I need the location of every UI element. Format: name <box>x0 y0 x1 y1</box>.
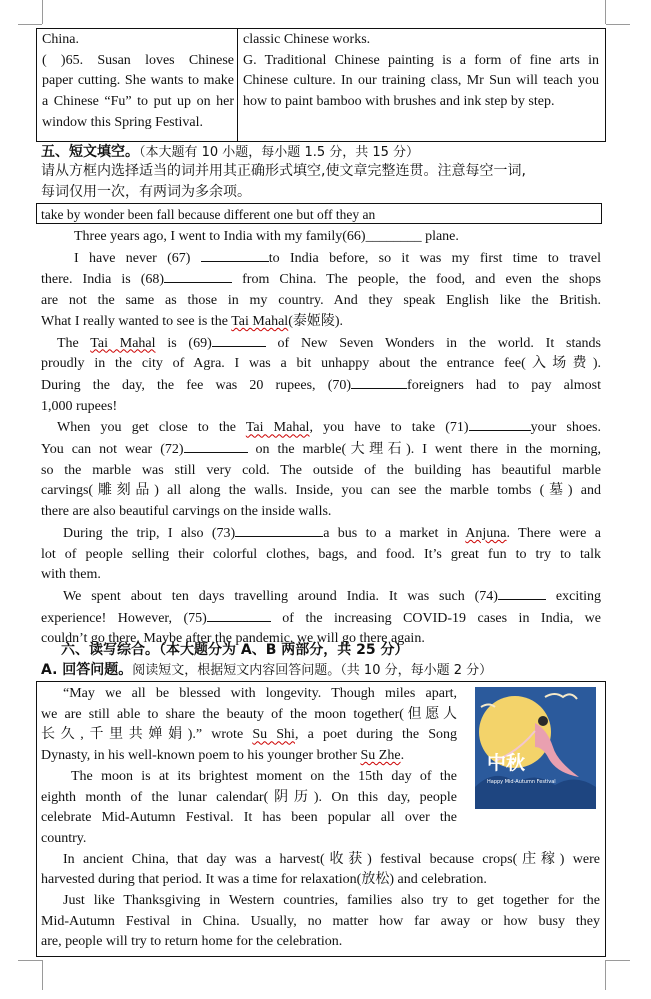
passage-line <box>41 439 601 461</box>
part-a-instruction: 阅读短文，根据短文内容回答问题。（共 10 分，每小题 2 分） <box>132 663 493 678</box>
text-run: foreigners had to pay almost <box>407 377 601 393</box>
passage-line <box>41 746 600 767</box>
part-a-heading <box>41 660 492 682</box>
table-left-line: ( )65. Susan loves Chinese <box>42 52 234 68</box>
proper-noun: Tai Mahal <box>90 335 156 351</box>
passage-line <box>41 586 601 608</box>
passage-line: celebrate Mid-Autumn Festival. It has been popular all over the <box>41 810 457 826</box>
text-run: exciting <box>545 588 601 604</box>
passage-line <box>41 312 601 333</box>
crop-mark-bottom-left-h <box>18 960 42 961</box>
section-6-title: 六、读写综合。（本大题分为 A、B 两部分，共 25 分） <box>61 642 409 658</box>
part-a-label: A. 回答问题。 <box>41 662 133 678</box>
text-run: is (69) <box>155 335 212 351</box>
passage-line: we are still able to share the beauty of the moon together(但愿人 <box>41 706 457 722</box>
crop-mark-bottom-left-v <box>42 960 43 990</box>
answer-blank-73[interactable] <box>235 523 323 537</box>
table-right-line: Chinese culture. In our training class, Mr Sun will teach you <box>243 73 599 89</box>
passage-line: eighth month of the lunar calendar(阴历). On this day, people <box>41 789 457 805</box>
text-run: experience! However, (75) <box>41 610 207 626</box>
text-run: there. India is (68) <box>41 272 165 288</box>
passage-line: so the marble was still very cold. The outside of the building has beautiful marble <box>41 462 601 478</box>
crop-mark-bottom-right-h <box>606 960 630 961</box>
table-left-cell <box>42 30 234 134</box>
passage-line: “May we all be blessed with longevity. Though miles apart, <box>63 686 457 701</box>
passage-line: harvested during that period. It was a time for relaxation(放松) and celebration. <box>41 872 487 888</box>
section-5-title: 五、短文填空。 <box>41 144 139 160</box>
passage-line <box>41 608 601 630</box>
table-right-line: G. Traditional Chinese painting is a form of fine arts in <box>243 52 599 68</box>
text-run: . <box>400 748 405 764</box>
passage-line <box>41 725 457 746</box>
passage-line: country. <box>41 830 87 846</box>
text-run: I have never (67) <box>74 250 201 266</box>
passage-line: Mid-Autumn Festival in China. Usually, no matter how far away or how busy they <box>41 913 600 929</box>
table-left-line: paper cutting. She wants to make <box>42 73 234 89</box>
crop-mark-top-right-h <box>606 24 630 25</box>
proper-noun: Su Shi <box>252 727 295 743</box>
text-run: You can not wear (72) <box>41 442 184 458</box>
text-run: of New Seven Wonders in the world. It stands <box>265 335 601 351</box>
passage-line: with them. <box>41 567 101 583</box>
proper-noun: Tai Mahal <box>231 313 289 329</box>
table-left-line: window this Spring Festival. <box>42 114 204 130</box>
table-left-line: a Chinese “Fu” to put up on her <box>42 94 234 110</box>
table-divider <box>237 29 238 141</box>
reading-passage <box>41 684 600 953</box>
passage-line <box>41 523 601 545</box>
passage-line: The moon is at its brightest moment on the 15th day of the <box>71 768 457 784</box>
passage-line: proudly in the city of Agra. I was a bit unhappy about the entrance fee(入场费). <box>41 356 601 372</box>
proper-noun: Su Zhe <box>360 748 401 764</box>
passage-line <box>41 417 601 439</box>
word-bank-box: take by wonder been fall because different one but off they an <box>36 203 602 224</box>
table-right-line: how to paint bamboo with brushes and ink step by step. <box>243 94 555 110</box>
passage-line <box>41 248 601 270</box>
answer-blank-68[interactable] <box>164 269 232 283</box>
passage-line <box>41 269 601 291</box>
poster-english-title: Happy Mid-Autumn Festival <box>487 779 556 785</box>
passage-line: are not the same as those in my country. And they speak English like the British. <box>41 293 601 309</box>
text-run: The <box>57 335 91 351</box>
text-run: During the trip, I also (73) <box>63 525 236 541</box>
passage-line: are, people will try to return home for the celebration. <box>41 934 343 950</box>
passage-line: there are also beautiful carvings on the inside walls. <box>41 504 332 520</box>
text-run: When you get close to the <box>57 420 246 436</box>
text-run: What I really wanted to see is the <box>41 313 232 329</box>
matching-table <box>36 28 606 142</box>
text-run: . There were a <box>506 525 601 541</box>
answer-blank-72[interactable] <box>184 439 248 453</box>
passage-line: couldn’t go there. Maybe after the pandemic, we will go there again. <box>41 631 425 647</box>
answer-blank-69[interactable] <box>212 333 266 347</box>
text-run: We spent about ten days travelling around India. It was such (74) <box>63 588 498 604</box>
text-run: on the marble(大理石). I went there in the morning, <box>247 442 601 458</box>
answer-blank-74[interactable] <box>498 586 546 600</box>
text-run: Dynasty, in his well-known poem to his younger brother <box>41 748 361 764</box>
passage-line: Just like Thanksgiving in Western countries, families also try to get together for the <box>63 893 600 909</box>
answer-blank-70[interactable] <box>351 375 407 389</box>
proper-noun: Tai Mahal <box>245 420 310 436</box>
text-run: 长久,千里共婵娟).” wrote <box>41 727 253 743</box>
passage-line: 1,000 rupees! <box>41 398 118 414</box>
text-run: (泰姬陵). <box>288 313 344 329</box>
table-right-line: classic Chinese works. <box>243 32 371 47</box>
text-run: , you have to take (71) <box>309 420 469 436</box>
text-run: During the day, the fee was 20 rupees, (70) <box>41 377 352 393</box>
passage-line: In ancient China, that day was a harvest(收获) festival because crops(庄稼) were <box>63 851 600 867</box>
section-5-instruction: 每词仅用一次，有两词为多余项。 <box>41 184 251 200</box>
cloze-passage <box>41 227 601 650</box>
passage-line: carvings(雕刻品) all along the walls. Inside, you can see the marble tombs (墓) and <box>41 483 601 499</box>
answer-blank-67[interactable] <box>201 248 269 262</box>
answer-blank-75[interactable] <box>207 608 271 622</box>
answer-blank-71[interactable] <box>469 417 531 431</box>
crop-mark-bottom-right-v <box>605 960 606 990</box>
text-run: to India before, so it was my first time to travel <box>268 250 601 266</box>
crop-mark-top-left-v <box>42 0 43 24</box>
table-left-line: China. <box>42 32 79 47</box>
passage-line <box>41 333 601 355</box>
passage-line: Three years ago, I went to India with my family(66)________ plane. <box>74 229 459 244</box>
proper-noun: Anjuna <box>465 525 507 541</box>
text-run: from China. The people, the food, and even the shops <box>232 272 601 288</box>
crop-mark-top-left-h <box>18 24 42 25</box>
text-run: , a poet during the Song <box>294 727 457 743</box>
crop-mark-top-right-v <box>605 0 606 24</box>
text-run: your shoes. <box>530 420 601 436</box>
text-run: a bus to a market in <box>323 525 466 541</box>
text-run: of the increasing COVID-19 cases in India, we <box>270 610 601 626</box>
poster-chinese-title: 中秋 <box>487 752 526 774</box>
passage-line <box>41 375 601 397</box>
section-5-instruction: 请从方框内选择适当的词并用其正确形式填空,使文章完整连贯。注意每空一词, <box>41 163 526 179</box>
section-5-note: （本大题有 10 小题，每小题 1.5 分，共 15 分） <box>139 145 420 160</box>
passage-line: lot of people selling their colorful clothes, bags, and food. It’s great fun to try to talk <box>41 546 601 562</box>
table-right-cell <box>243 30 599 113</box>
